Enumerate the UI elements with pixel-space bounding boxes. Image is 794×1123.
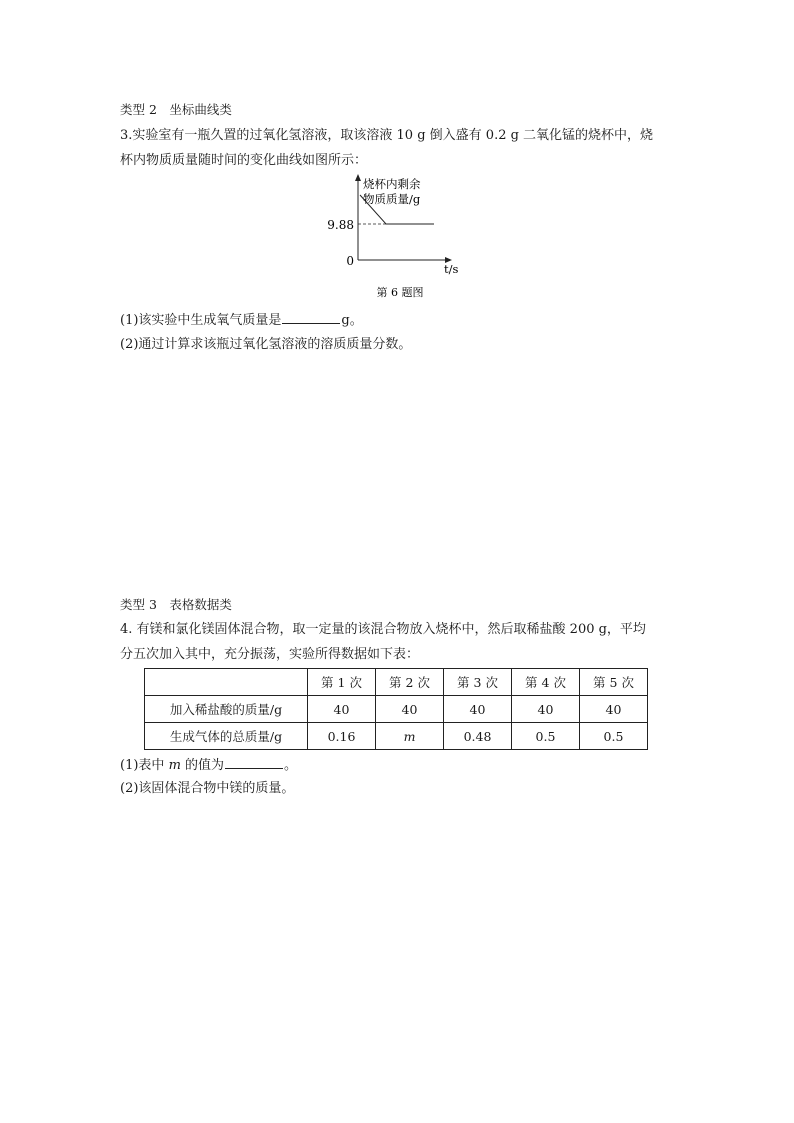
figure-caption: 第 6 题图 <box>376 286 424 299</box>
table-header-row <box>145 669 648 696</box>
table-cell: 0.5 <box>512 723 580 750</box>
mass-time-graph <box>327 172 470 300</box>
table-cell: 40 <box>308 696 376 723</box>
q4-text-line1: 4. 有镁和氯化镁固体混合物，取一定量的该混合物放入烧杯中，然后取稀盐酸 200 g，平均 <box>120 622 646 637</box>
y-axis-label-line2: 物质质量/g <box>363 192 421 206</box>
section2-heading: 类型 2 坐标曲线类 <box>120 102 232 117</box>
q4-sub1 <box>120 755 297 775</box>
q3-sub2: (2)通过计算求该瓶过氧化氢溶液的溶质质量分数。 <box>120 337 412 352</box>
table-cell: 40 <box>512 696 580 723</box>
section3-heading: 类型 3 表格数据类 <box>120 597 232 612</box>
table-cell: 40 <box>376 696 444 723</box>
origin-label: 0 <box>346 254 354 268</box>
table-cell: 0.5 <box>580 723 648 750</box>
table-row-label: 生成气体的总质量/g <box>145 723 308 750</box>
table-cell: 0.16 <box>308 723 376 750</box>
q3-sub1-prefix: (1)该实验中生成氧气质量是 <box>120 313 282 328</box>
q3-text-line1: 3.实验室有一瓶久置的过氧化氢溶液，取该溶液 10 g 倒入盛有 0.2 g 二氧化锰的烧杯中，烧 <box>120 128 654 143</box>
q4-sub1-suffix: 。 <box>284 758 298 773</box>
y-axis-arrow <box>355 174 361 181</box>
table-header: 第 4 次 <box>512 669 580 696</box>
q3-sub1 <box>120 310 363 330</box>
table-header: 第 3 次 <box>444 669 512 696</box>
answer-blank[interactable] <box>225 755 283 769</box>
data-table <box>144 668 648 750</box>
table-header: 第 5 次 <box>580 669 648 696</box>
q4-sub2: (2)该固体混合物中镁的质量。 <box>120 781 295 796</box>
table-header: 第 1 次 <box>308 669 376 696</box>
x-axis-label: t/s <box>444 262 459 276</box>
y-value-label: 9.88 <box>327 218 354 232</box>
q4-sub1-prefix: (1)表中 <box>120 758 169 773</box>
table-header: 第 2 次 <box>376 669 444 696</box>
q3-text-line2: 杯内物质质量随时间的变化曲线如图所示： <box>120 153 368 168</box>
q4-text-line2: 分五次加入其中，充分振荡，实验所得数据如下表： <box>120 647 420 662</box>
y-axis-label-line1: 烧杯内剩余 <box>363 177 421 191</box>
table-row <box>145 723 648 750</box>
q4-sub1-variable: m <box>168 758 181 773</box>
answer-blank[interactable] <box>282 310 340 324</box>
table-cell: m <box>376 723 444 750</box>
q4-sub1-mid: 的值为 <box>180 758 225 773</box>
q3-sub1-suffix: g。 <box>341 313 363 328</box>
table-cell <box>145 669 308 696</box>
table-row-label: 加入稀盐酸的质量/g <box>145 696 308 723</box>
table-cell: 40 <box>580 696 648 723</box>
table-cell: 40 <box>444 696 512 723</box>
table-row <box>145 696 648 723</box>
table-cell: 0.48 <box>444 723 512 750</box>
